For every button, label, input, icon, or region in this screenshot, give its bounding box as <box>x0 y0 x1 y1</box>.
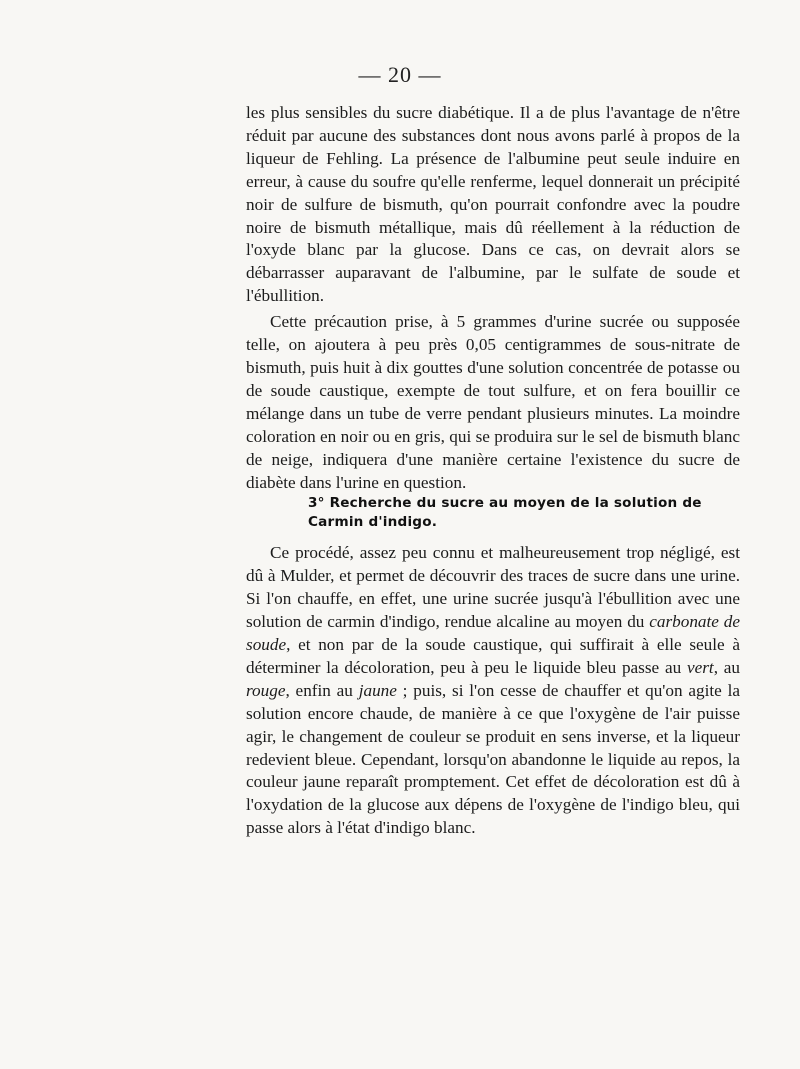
paragraph-1: les plus sensibles du sucre diabétique. Il a de plus l'avantage de n'être réduit par aucune des substances dont nous avons parlé à propos de la liqueur de Fehling. La présence de l'albumine peut seule induire en erreur, à cause du soufre qu'elle renferme, lequel donnerait un précipité noir de sulfure de bismuth, qu'on pourrait confondre avec la poudre noire de bismuth métallique, mais dû réellement à la réduction de l'oxyde blanc par la glucose. Dans ce cas, on devrait alors se débarrasser auparavant de l'albumine, par le sulfate de soude et l'ébullition. <box>246 103 740 306</box>
emphasis-carbonate: carbonate de soude <box>246 612 740 655</box>
emphasis-vert: vert <box>686 657 714 677</box>
paragraph-3-text-4: , enfin au <box>285 680 359 700</box>
paragraph-3-text-1: Ce procédé, assez peu connu et malheureusement trop négligé, est dû à Mulder, et permet de découvrir des traces de sucre dans une urine. Si l'on chauffe, en effet, une urine sucrée jusqu'à l'ébullition avec une solution de carmin d'indigo, rendue alcaline au moyen du <box>246 543 740 632</box>
section-heading: 3° Recherche du sucre au moyen de la solution de Carmin d'indigo. <box>308 495 702 531</box>
paragraph-3-text-3: , au <box>713 657 740 677</box>
body-text <box>246 102 740 840</box>
paragraph-3-text-2: , et non par de la soude caustique, qui suffirait à elle seule à déterminer la décoloration, peu à peu le liquide bleu passe au <box>246 635 740 677</box>
emphasis-jaune: jaune <box>358 680 397 700</box>
paragraph-3-text-5: ; puis, si l'on cesse de chauffer et qu'on agite la solution encore chaude, de manière à ce que l'oxygène de l'air puisse agir, le changement de couleur se produit en sens inverse, et la liqueur redevient bleue. Cependant, lorsqu'on abandonne le liquide au repos, la couleur jaune reparaît promptement. Cet effet de décoloration est dû à l'oxydation de la glucose aux dépens de l'oxygène de l'indigo bleu, qui passe alors à l'état d'indigo blanc. <box>246 680 740 838</box>
paragraph-3 <box>246 542 740 840</box>
paragraph-2: Cette précaution prise, à 5 grammes d'urine sucrée ou supposée telle, on ajoutera à peu près 0,05 centigrammes de sous-nitrate de bismuth, puis huit à dix gouttes d'une solution concentrée de potasse ou de soude caustique, exempte de tout sulfure, et on fera bouillir ce mélange dans un tube de verre pendant plusieurs minutes. La moindre coloration en noir ou en gris, qui se produira sur le sel de bismuth blanc de neige, indiquera d'une manière certaine l'existence du sucre de diabète dans l'urine en question. <box>246 312 740 492</box>
page-number: — 20 — <box>358 62 442 87</box>
emphasis-rouge: rouge <box>246 680 286 700</box>
